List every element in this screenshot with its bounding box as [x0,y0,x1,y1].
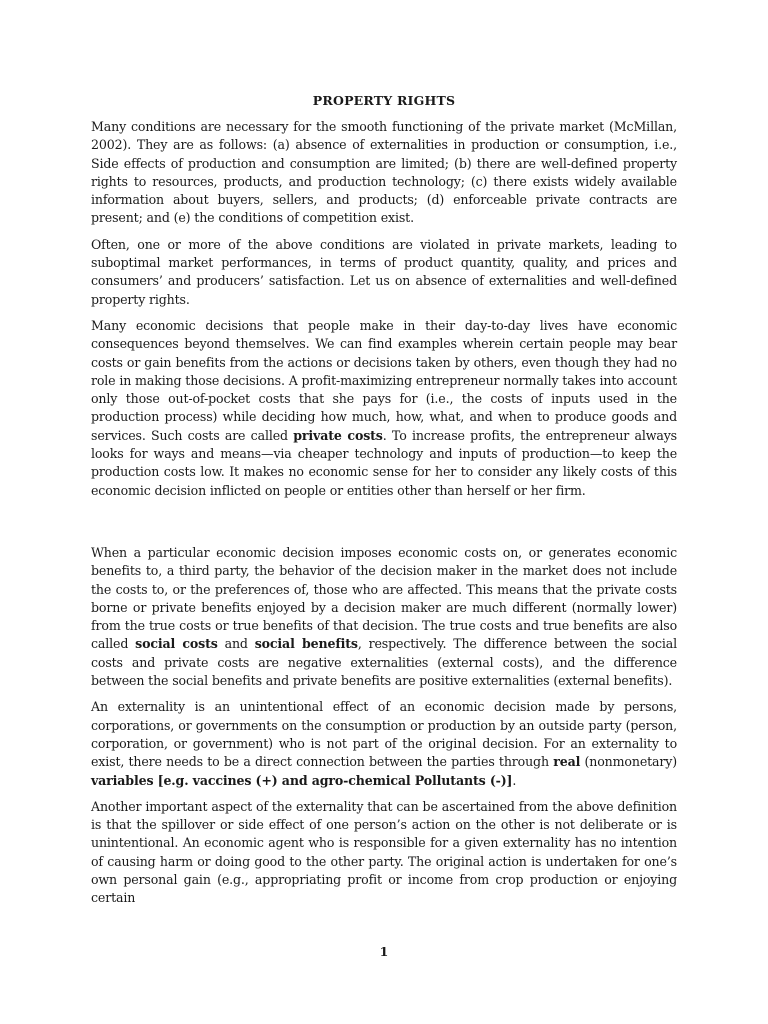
paragraph-social-costs [91,544,677,690]
text-run: and [217,636,255,652]
paragraph-private-costs [91,317,677,500]
text-run: (nonmonetary) [580,754,677,770]
bold-term: real [553,754,581,770]
text-run: Many conditions are necessary for the smooth functioning of the private market (McMillan, 2002). They are as follows: (a) absence of externalities in production or consumption, i.e., Side effects of production and consumption are limited; (b) there are well-defined property rights to resources, products, and production technology; (c) there exists widely available information about buyers, sellers, and products; (d) enforceable private contracts are present; and (e) the conditions of competition exist. [91,119,677,226]
text-run: An externality is an unintentional effect of an economic decision made by persons, corporations, or governments on the consumption or production by an outside party (person, corporation, or government) who is not part of the original decision. For an externality to exist, there needs to be a direct connection between the parties through [91,699,677,770]
bold-term: variables [e.g. vaccines (+) and agro-chemical Pollutants (-)] [91,772,513,788]
paragraph-market-conditions [91,118,677,228]
text-run: When a particular economic decision imposes economic costs on, or generates economic benefits to, a third party, the behavior of the decision maker in the market does not include the costs to, or the preferences of, those who are affected. This means that the private costs borne or private benefits enjoyed by a decision maker are much different (normally lower) from the true costs or true benefits of that decision. The true costs and true benefits are also called [91,544,677,652]
paragraph-externality-definition [91,698,677,789]
bold-term: social benefits [254,636,358,652]
paragraph-unintentional-effect [91,798,677,908]
text-run: . [512,772,517,788]
text-run: Many economic decisions that people make in their day-to-day lives have economic consequences beyond themselves. We can find examples wherein certain people may bear costs or gain benefits from the actions or decisions taken by others, even though they had no role in making those decisions. A profit-maximizing entrepreneur normally takes into account only those out-of-pocket costs that she pays for (i.e., the costs of inputs used in the production process) while deciding how much, how, what, and when to produce goods and services. Such costs are called [91,317,677,443]
text-run: Another important aspect of the externality that can be ascertained from the above definition is that the spillover or side effect of one person’s action on the other is not deliberate or is unintentional. An economic agent who is responsible for a given externality has no intention of causing harm or doing good to the other party. The original action is undertaken for one’s own personal gain (e.g., appropriating profit or income from crop production or enjoying certain [91,798,677,906]
text-run: . To increase profits, the entrepreneur always looks for ways and means—via cheaper technology and inputs of production—to keep the production costs low. It makes no economic sense for her to consider any likely costs of this economic decision inflicted on people or entities other than herself or her firm. [91,427,677,498]
bold-term: private costs [293,427,383,443]
paragraph-violated-conditions [91,236,677,309]
page-number: 1 [379,944,389,959]
text-run: Often, one or more of the above conditions are violated in private markets, leading to suboptimal market performances, in terms of product quantity, quality, and prices and consumers’ and producers’ satisfaction. Let us on absence of externalities and well-defined property rights. [91,236,677,307]
text-run: , respectively. The difference between the social costs and private costs are negative externalities (external costs), and the difference between the social benefits and private benefits are positive externalities (external benefits). [91,636,677,689]
page-title: PROPERTY RIGHTS [312,93,456,108]
bold-term: social costs [135,636,218,652]
